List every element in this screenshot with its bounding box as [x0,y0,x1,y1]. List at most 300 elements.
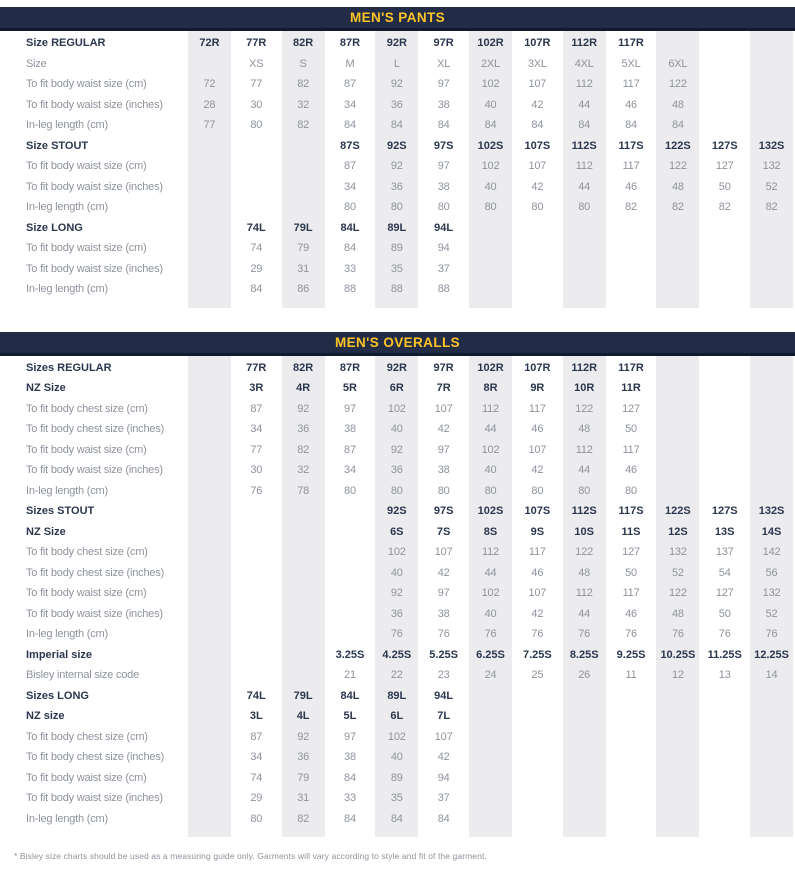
value-cell: 52 [765,180,778,193]
value-cell: 40 [484,607,497,620]
value-cell: 40 [484,180,497,193]
value-cell: 117S [618,505,644,518]
table-row [0,604,795,625]
value-cell: 46 [625,98,637,111]
value-cell: 12S [668,525,688,538]
value-cell: 76 [718,628,731,641]
value-cell: 30 [250,464,263,477]
value-cell: 46 [531,566,544,579]
value-cell: 38 [437,98,450,111]
value-cell: 84 [390,119,403,132]
value-cell: 112 [575,78,593,91]
value-cell: 4L [296,710,310,723]
mens-pants-table [0,7,795,308]
value-cell: 112 [575,443,593,456]
value-cell: 36 [390,180,403,193]
value-cell: 42 [437,423,450,436]
value-cell: 44 [578,180,591,193]
value-cell: 44 [484,566,497,579]
table-row [0,156,795,177]
row-label: Size LONG [26,221,83,234]
value-cell: 40 [390,423,403,436]
row-label: To fit body chest size (inches) [26,423,165,436]
mens-overalls-title: MEN'S OVERALLS [334,334,461,350]
value-cell: 107 [434,730,453,743]
value-cell: 3.25S [335,648,365,661]
value-cell: 79 [297,242,310,255]
row-label: In-leg length (cm) [26,628,108,641]
row-label: To fit body waist size (inches) [26,98,163,111]
value-cell: 44 [578,98,591,111]
value-cell: 76 [625,628,637,641]
value-cell: 112R [571,37,598,50]
value-cell: 46 [531,423,544,436]
value-cell: 107 [528,587,547,600]
value-cell: 112S [571,505,597,518]
value-cell: 11R [621,382,641,395]
mens-pants-body [0,31,795,308]
value-cell: 87R [339,361,361,374]
row-label: To fit body waist size (cm) [26,443,147,456]
row-label: In-leg length (cm) [26,201,108,214]
value-cell: 11S [621,525,641,538]
value-cell: 38 [437,180,450,193]
value-cell: 28 [203,98,216,111]
value-cell: 84 [344,242,356,255]
value-cell: 34 [250,423,263,436]
value-cell: 84 [578,119,591,132]
value-cell: 6.25S [476,648,505,661]
table-row [0,583,795,604]
row-label: To fit body waist size (cm) [26,78,147,91]
value-cell: 92 [390,78,403,91]
value-cell: 11 [625,669,637,682]
value-cell: 107 [434,402,453,415]
table-row [0,238,795,259]
value-cell: 11.25S [707,648,742,661]
value-cell: 92R [386,37,407,50]
value-cell: 107R [524,37,551,50]
value-cell: 112R [571,361,598,374]
value-cell: 94L [434,689,454,702]
row-label: Size REGULAR [26,37,106,50]
table-row [0,481,795,502]
value-cell: 50 [625,423,637,436]
value-cell: 79 [297,771,310,784]
value-cell: 84 [437,812,450,825]
table-row [0,177,795,198]
value-cell: 42 [531,180,544,193]
value-cell: 82 [297,812,310,825]
row-label: To fit body waist size (cm) [26,771,147,784]
value-cell: 32 [297,98,310,111]
value-cell: 112 [482,402,499,415]
table-row [0,665,795,686]
row-label: To fit body chest size (inches) [26,751,165,764]
value-cell: 5XL [621,57,641,70]
value-cell: 102R [477,37,504,50]
value-cell: XS [249,57,264,70]
value-cell: 107 [528,78,547,91]
table-row [0,378,795,399]
value-cell: 84 [344,119,356,132]
value-cell: 36 [390,607,403,620]
value-cell: 79L [293,689,313,702]
value-cell: 2XL [481,57,500,70]
value-cell: 117R [618,361,644,374]
value-cell: 31 [297,792,310,805]
section-gap [0,308,795,332]
row-label: Sizes STOUT [26,505,95,518]
value-cell: 40 [390,751,403,764]
value-cell: 102 [481,160,500,173]
value-cell: 6XL [668,57,688,70]
value-cell: 23 [437,669,450,682]
value-cell: 72R [199,37,220,50]
value-cell: 48 [578,566,591,579]
value-cell: 87 [250,730,263,743]
value-cell: 94 [437,771,450,784]
value-cell: 44 [578,607,591,620]
value-cell: 87S [340,139,360,152]
value-cell: 50 [718,180,731,193]
value-cell: 12.25S [754,648,789,661]
value-cell: 76 [250,484,263,497]
value-cell: 117 [622,160,640,173]
table-row [0,115,795,136]
value-cell: 40 [484,98,497,111]
value-cell: 137 [715,546,734,559]
row-label: Imperial size [26,648,93,661]
value-cell: 127S [711,505,738,518]
value-cell: 107S [524,139,551,152]
value-cell: 82 [718,201,731,214]
value-cell: 127 [622,402,640,415]
row-label: To fit body waist size (cm) [26,587,147,600]
value-cell: 13 [718,669,731,682]
value-cell: 102 [481,78,500,91]
row-label: To fit body waist size (inches) [26,607,163,620]
value-cell: 89L [387,221,407,234]
row-label: Sizes LONG [26,689,89,702]
value-cell: 88 [390,283,403,296]
value-cell: 36 [297,751,310,764]
value-cell: 88 [344,283,356,296]
value-cell: 3XL [527,57,547,70]
row-label: To fit body waist size (inches) [26,262,163,275]
value-cell: 102 [481,443,500,456]
value-cell: 97 [437,160,450,173]
value-cell: 6S [390,525,404,538]
row-label: Sizes REGULAR [26,361,112,374]
table-row [0,747,795,768]
mens-overalls-header-bar [0,332,795,356]
table-row [0,279,795,300]
value-cell: 122 [668,160,687,173]
value-cell: 79L [293,221,313,234]
value-cell: 82R [293,361,314,374]
table-row [0,460,795,481]
value-cell: 117 [528,402,546,415]
value-cell: 80 [344,484,356,497]
value-cell: 10.25S [660,648,696,661]
value-cell: 77 [250,443,263,456]
value-cell: 38 [437,464,450,477]
value-cell: 46 [625,607,637,620]
value-cell: 24 [484,669,497,682]
value-cell: 77R [246,361,267,374]
value-cell: 97 [437,443,450,456]
value-cell: 54 [718,566,731,579]
value-cell: 117 [528,546,546,559]
value-cell: 117R [618,37,644,50]
row-label: In-leg length (cm) [26,484,108,497]
value-cell: 97R [433,361,454,374]
value-cell: 87 [250,402,263,415]
row-label: NZ Size [26,525,66,538]
value-cell: 80 [625,484,637,497]
value-cell: 74L [246,221,266,234]
value-cell: 102 [387,546,406,559]
value-cell: 46 [625,180,637,193]
value-cell: 84 [250,283,263,296]
row-label: To fit body chest size (cm) [26,546,148,559]
value-cell: 82 [625,201,637,214]
value-cell: 7R [436,382,451,395]
table-row [0,358,795,379]
value-cell: 82 [297,78,310,91]
value-cell: 102 [481,587,500,600]
value-cell: 76 [765,628,778,641]
value-cell: 34 [344,98,356,111]
value-cell: 92 [390,443,403,456]
value-cell: 132 [762,160,781,173]
value-cell: 132S [758,139,785,152]
mens-overalls-table [0,332,795,838]
row-label: To fit body waist size (inches) [26,464,163,477]
value-cell: 44 [484,423,497,436]
table-row [0,440,795,461]
value-cell: 117 [622,443,640,456]
value-cell: 78 [297,484,310,497]
value-cell: 87 [344,160,356,173]
value-cell: 29 [250,792,263,805]
value-cell: 56 [765,566,778,579]
value-cell: 82 [765,201,778,214]
value-cell: 92 [390,160,403,173]
value-cell: 8R [483,382,498,395]
value-cell: 84 [671,119,684,132]
value-cell: 22 [390,669,403,682]
value-cell: 107 [434,546,453,559]
value-cell: 7S [436,525,451,538]
value-cell: 74 [250,771,263,784]
table-row [0,95,795,116]
value-cell: 92 [297,730,310,743]
value-cell: 97S [433,139,454,152]
value-cell: 122S [665,139,691,152]
value-cell: 77 [250,78,263,91]
value-cell: 36 [297,423,310,436]
value-cell: 117 [622,78,640,91]
value-cell: 3L [249,710,263,723]
value-cell: 102S [477,505,504,518]
value-cell: 80 [344,201,356,214]
row-label: Size STOUT [26,139,89,152]
mens-pants-title: MEN'S PANTS [349,10,446,25]
value-cell: 46 [625,464,637,477]
value-cell: 80 [531,484,544,497]
table-row [0,501,795,522]
value-cell: 9R [530,382,545,395]
value-cell: 122S [665,505,691,518]
table-row [0,563,795,584]
value-cell: 107S [524,505,551,518]
row-label: To fit body chest size (cm) [26,402,148,415]
value-cell: 42 [437,566,450,579]
value-cell: 77 [203,119,216,132]
value-cell: 122 [575,546,594,559]
value-cell: 36 [390,98,403,111]
value-cell: 132S [758,505,785,518]
row-label: To fit body chest size (cm) [26,730,148,743]
value-cell: 5L [343,710,357,723]
value-cell: 12 [671,669,684,682]
row-label: To fit body waist size (cm) [26,242,147,255]
footnote: * Bisley size charts should be used as a measuring guide only. Garments will vary according to style and fit of the garment. [14,851,487,861]
table-row [0,136,795,157]
mens-overalls-body [0,356,795,838]
value-cell: 10R [574,382,595,395]
value-cell: 84 [344,771,356,784]
value-cell: 112 [575,587,593,600]
value-cell: 87 [344,443,356,456]
row-label: Size [26,57,47,70]
value-cell: 76 [671,628,684,641]
value-cell: 84 [484,119,497,132]
value-cell: 31 [297,262,310,275]
table-row [0,686,795,707]
value-cell: XL [437,57,451,70]
value-cell: 84 [390,812,403,825]
value-cell: 80 [578,201,591,214]
value-cell: 102S [477,139,504,152]
table-row [0,706,795,727]
value-cell: 74L [246,689,266,702]
value-cell: 5R [342,382,357,395]
value-cell: 10S [574,525,594,538]
value-cell: 50 [625,566,637,579]
value-cell: 92 [390,587,403,600]
row-label: NZ Size [26,382,66,395]
value-cell: 37 [437,262,450,275]
value-cell: 80 [484,484,497,497]
value-cell: 9.25S [616,648,646,661]
value-cell: 112 [575,160,593,173]
table-row [0,259,795,280]
value-cell: 80 [484,201,497,214]
row-label: Bisley internal size code [26,669,140,682]
value-cell: 30 [250,98,263,111]
value-cell: 94 [437,242,450,255]
table-row [0,809,795,830]
value-cell: 44 [578,464,591,477]
value-cell: 7.25S [522,648,552,661]
value-cell: 80 [390,484,403,497]
value-cell: 92 [297,402,310,415]
value-cell: 9S [530,525,545,538]
table-row [0,399,795,420]
value-cell: 86 [297,283,310,296]
value-cell: 84 [531,119,544,132]
value-cell: 40 [390,566,403,579]
value-cell: 82 [297,443,310,456]
value-cell: 84 [625,119,637,132]
value-cell: 76 [578,628,591,641]
value-cell: S [299,57,307,70]
value-cell: 89L [387,689,407,702]
value-cell: 92S [387,139,407,152]
value-cell: 76 [531,628,544,641]
table-row [0,522,795,543]
value-cell: 82 [671,201,684,214]
value-cell: 4XL [574,57,594,70]
value-cell: 127 [715,587,734,600]
value-cell: 72 [203,78,216,91]
value-cell: 102 [387,730,406,743]
value-cell: 21 [344,669,356,682]
table-row [0,33,795,54]
value-cell: 48 [578,423,591,436]
value-cell: 94L [434,221,454,234]
table-row [0,542,795,563]
value-cell: 48 [671,180,684,193]
value-cell: 102R [477,361,504,374]
value-cell: 92S [387,505,407,518]
value-cell: L [393,57,400,70]
value-cell: 34 [250,751,263,764]
value-cell: 84L [340,689,360,702]
value-cell: 48 [671,607,684,620]
table-row [0,218,795,239]
value-cell: 97 [437,587,450,600]
value-cell: 117S [618,139,644,152]
value-cell: 82 [297,119,310,132]
value-cell: 32 [297,464,310,477]
value-cell: 8.25S [569,648,599,661]
row-label: NZ size [26,710,65,723]
value-cell: 89 [390,242,403,255]
table-row [0,788,795,809]
value-cell: 4.25S [382,648,412,661]
value-cell: 5.25S [429,648,459,661]
value-cell: 13S [714,525,735,538]
value-cell: 34 [344,464,356,477]
table-row [0,768,795,789]
value-cell: 127 [622,546,640,559]
value-cell: 88 [437,283,450,296]
value-cell: 33 [344,262,356,275]
row-label: In-leg length (cm) [26,283,108,296]
value-cell: 97 [344,730,356,743]
value-cell: 84L [340,221,360,234]
value-cell: 8S [483,525,498,538]
value-cell: 26 [578,669,591,682]
table-row [0,419,795,440]
value-cell: 7L [437,710,451,723]
value-cell: 142 [762,546,781,559]
value-cell: 107 [528,443,547,456]
